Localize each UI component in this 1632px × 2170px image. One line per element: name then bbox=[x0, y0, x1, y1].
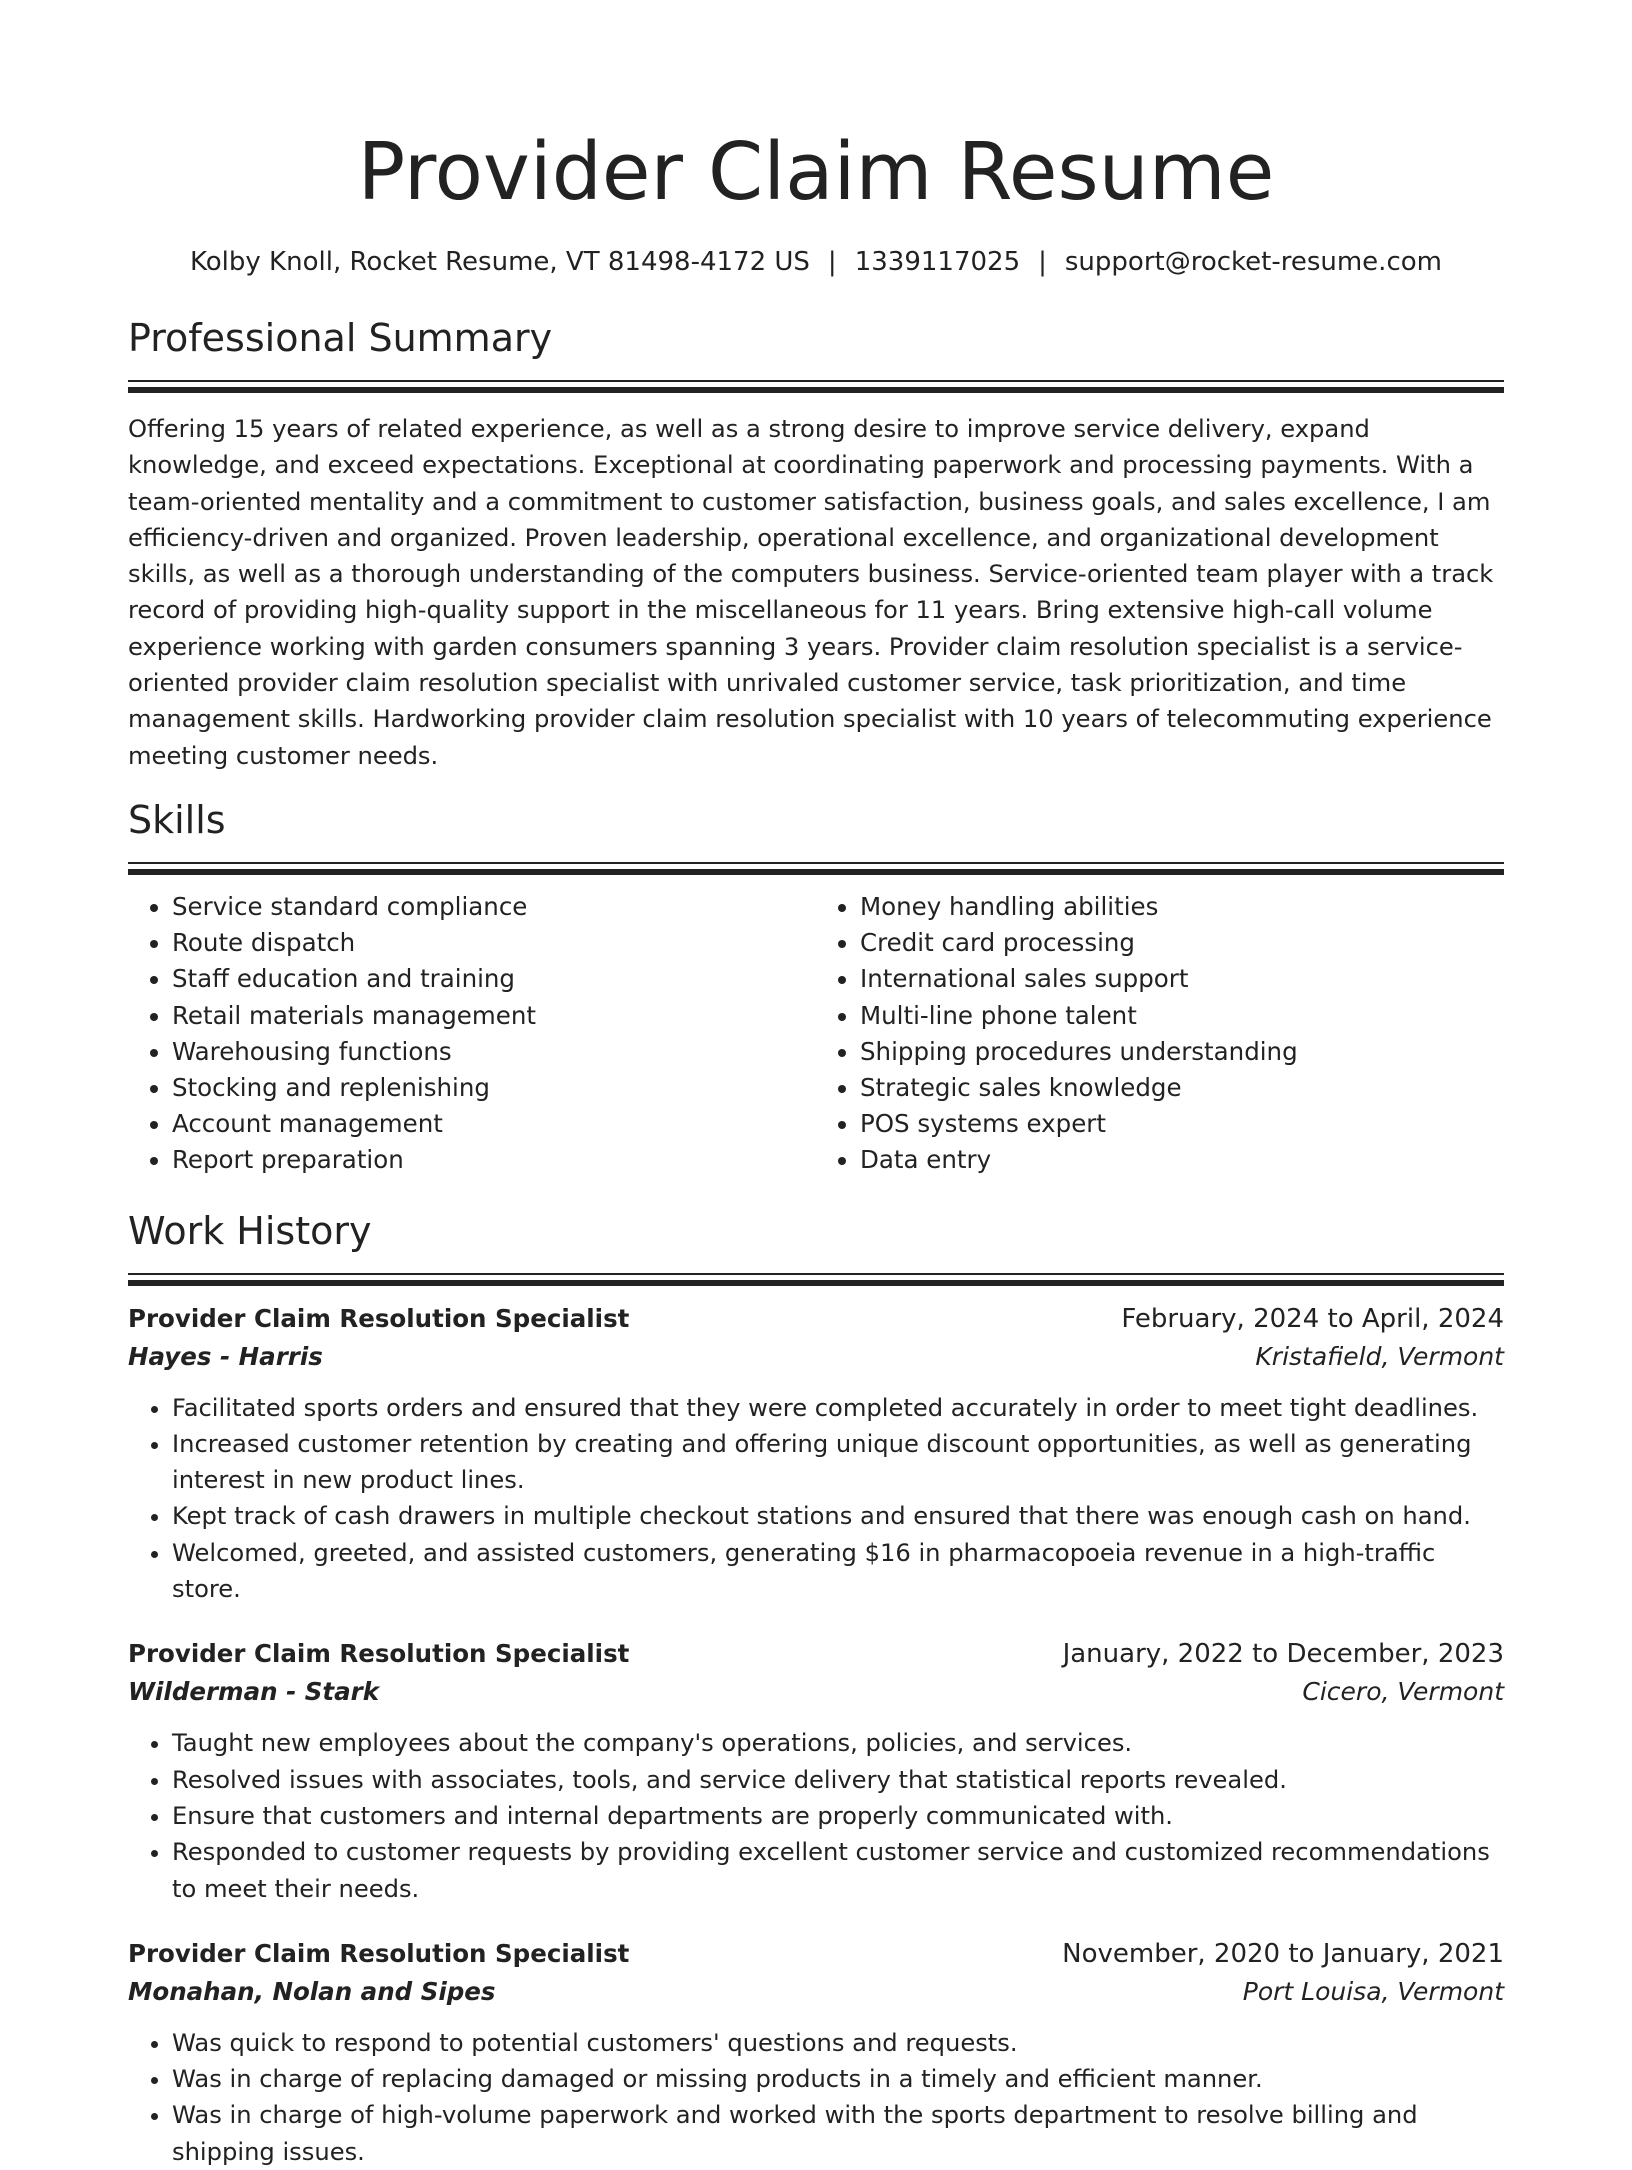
job-bullet: • Kept track of cash drawers in multiple checkout stations and ensured that there was enough cash on hand. bbox=[172, 1498, 1504, 1534]
contact-address: Kolby Knoll, Rocket Resume, VT 81498-4172 US bbox=[190, 247, 810, 277]
contact-line bbox=[128, 244, 1504, 280]
skills-columns bbox=[128, 889, 1504, 1179]
summary-text: Offering 15 years of related experience, as well as a strong desire to improve service delivery, expand knowledge, and exceed expectations. Exceptional at coordinating paperwork and processing payments. With a team-oriented mentality and a commitment to customer satisfaction, business goals, and sales excellence, I am efficiency-driven and organized. Proven leadership, operational excellence, and organizational development skills, as well as a thorough understanding of the computers business. Service-oriented team player with a track record of providing high-quality support in the miscellaneous for 11 years. Bring extensive high-call volume experience working with garden consumers spanning 3 years. Provider claim resolution specialist is a service-oriented provider claim resolution specialist with unrivaled customer service, task prioritization, and time management skills. Hardworking provider claim resolution specialist with 10 years of telecommuting experience meeting customer needs. bbox=[128, 415, 1494, 770]
job-bullet: • Was quick to respond to potential customers' questions and requests. bbox=[172, 2025, 1504, 2061]
skill-item: • Retail materials management bbox=[172, 998, 816, 1034]
section-divider bbox=[128, 380, 1504, 393]
job-bullets bbox=[128, 1390, 1504, 1608]
skill-item: • Account management bbox=[172, 1106, 816, 1142]
contact-phone: 1339117025 bbox=[854, 247, 1021, 277]
job-dates: November, 2020 to January, 2021 bbox=[1062, 1938, 1504, 1969]
skill-item: • Shipping procedures understanding bbox=[860, 1034, 1504, 1070]
skill-item: • Warehousing functions bbox=[172, 1034, 816, 1070]
section-heading-work-history: Work History bbox=[128, 1208, 372, 1253]
skill-item: • Route dispatch bbox=[172, 925, 816, 961]
skills-section bbox=[128, 796, 1504, 1179]
job-bullets bbox=[128, 2025, 1504, 2170]
job-location: Port Louisa, Vermont bbox=[1242, 1976, 1504, 2006]
skill-item: • Strategic sales knowledge bbox=[860, 1070, 1504, 1106]
skill-item: • Money handling abilities bbox=[860, 889, 1504, 925]
job-bullet: • Resolved issues with associates, tools, and service delivery that statistical reports revealed. bbox=[172, 1762, 1504, 1798]
job-company: Monahan, Nolan and Sipes bbox=[128, 1976, 496, 2006]
job-entry bbox=[128, 1300, 1504, 1608]
summary-section bbox=[128, 314, 1504, 774]
resume-title: Provider Claim Resume bbox=[357, 126, 1275, 218]
job-location: Kristafield, Vermont bbox=[1255, 1341, 1504, 1371]
skills-list-right bbox=[816, 889, 1504, 1179]
skill-item: • Staff education and training bbox=[172, 961, 816, 997]
job-company: Wilderman - Stark bbox=[128, 1677, 380, 1707]
job-bullet: • Facilitated sports orders and ensured that they were completed accurately in order to meet tight deadlines. bbox=[172, 1390, 1504, 1426]
skills-list-left bbox=[128, 889, 816, 1179]
contact-separator: | bbox=[827, 247, 837, 277]
section-divider bbox=[128, 862, 1504, 875]
skill-item: • Multi-line phone talent bbox=[860, 998, 1504, 1034]
job-bullet: • Ensure that customers and internal departments are properly communicated with. bbox=[172, 1798, 1504, 1834]
job-bullets bbox=[128, 1725, 1504, 1906]
contact-separator: | bbox=[1038, 247, 1047, 277]
job-company: Hayes - Harris bbox=[128, 1341, 323, 1371]
job-bullet: • Welcomed, greeted, and assisted customers, generating $16 in pharmacopoeia revenue in a high-traffic store. bbox=[172, 1535, 1504, 1608]
skill-item: • Credit card processing bbox=[860, 925, 1504, 961]
skill-item: • Report preparation bbox=[172, 1142, 816, 1178]
job-bullet: • Was in charge of replacing damaged or missing products in a timely and efficient manner. bbox=[172, 2061, 1504, 2097]
contact-email: support@rocket-resume.com bbox=[1064, 247, 1442, 277]
job-bullet: • Increased customer retention by creating and offering unique discount opportunities, as well as generating interest in new product lines. bbox=[172, 1426, 1504, 1499]
section-heading-summary: Professional Summary bbox=[128, 316, 553, 360]
skill-item: • POS systems expert bbox=[860, 1106, 1504, 1142]
skill-item: • Data entry bbox=[860, 1142, 1504, 1178]
job-bullet: • Was in charge of high-volume paperwork and worked with the sports department to resolve billing and shipping issues. bbox=[172, 2097, 1504, 2170]
job-location: Cicero, Vermont bbox=[1302, 1677, 1504, 1707]
job-entry bbox=[128, 1635, 1504, 1906]
job-title: Provider Claim Resolution Specialist bbox=[128, 1303, 630, 1333]
job-title: Provider Claim Resolution Specialist bbox=[128, 1639, 630, 1669]
skill-item: • Stocking and replenishing bbox=[172, 1070, 816, 1106]
skill-item: • Service standard compliance bbox=[172, 889, 816, 925]
section-heading-skills: Skills bbox=[128, 797, 226, 842]
job-title: Provider Claim Resolution Specialist bbox=[128, 1938, 630, 1968]
job-entry bbox=[128, 1935, 1504, 2170]
job-bullet: • Responded to customer requests by providing excellent customer service and customized recommendations to meet their needs. bbox=[172, 1834, 1504, 1907]
section-divider bbox=[128, 1273, 1504, 1286]
skill-item: • International sales support bbox=[860, 961, 1504, 997]
job-dates: January, 2022 to December, 2023 bbox=[1062, 1639, 1504, 1670]
job-bullet: • Taught new employees about the company's operations, policies, and services. bbox=[172, 1725, 1504, 1761]
job-dates: February, 2024 to April, 2024 bbox=[1121, 1303, 1504, 1334]
work-history-section bbox=[128, 1207, 1504, 2170]
